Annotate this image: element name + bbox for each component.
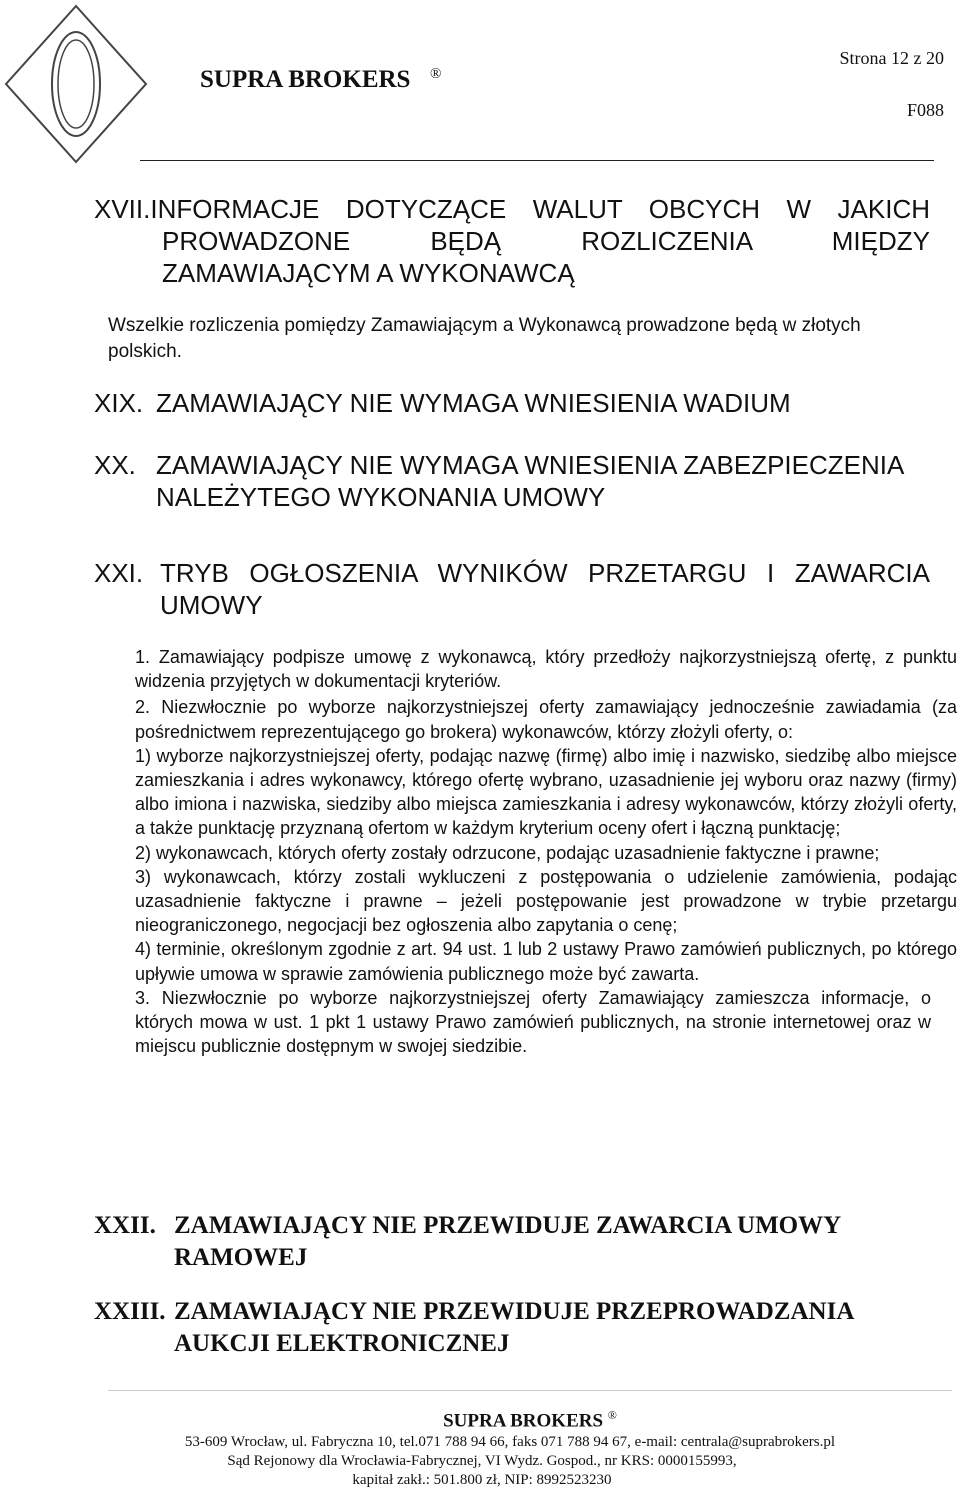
section-xxi-heading	[94, 557, 930, 621]
section-title-line: INFORMACJE DOTYCZĄCE WALUT OBCYCH W JAKICH	[150, 194, 930, 224]
paragraph-2-item-4: 4) terminie, określonym zgodnie z art. 94 ust. 1 lub 2 ustawy Prawo zamówień publicznych, po którego upływie umowa w sprawie zamówienia publicznego może być zawarta.	[135, 939, 957, 984]
section-xvii-body: Wszelkie rozliczenia pomiędzy Zamawiającym a Wykonawcą prowadzone będą w złotych polskich.	[108, 315, 861, 362]
company-logo	[0, 0, 152, 168]
section-number: XXI.	[94, 558, 144, 588]
section-title: ZAMAWIAJĄCY NIE WYMAGA WNIESIENIA WADIUM	[156, 388, 791, 418]
section-xx-heading	[94, 449, 930, 513]
footer-address: 53-609 Wrocław, ul. Fabryczna 10, tel.071 788 94 66, faks 071 788 94 67, e-mail: centrala@suprabrokers.pl	[184, 1434, 836, 1450]
footer-divider	[108, 1390, 952, 1391]
registered-mark-icon: ®	[430, 66, 442, 82]
section-title-line: AUKCJI ELEKTRONICZNEJ	[174, 1330, 510, 1357]
paragraph-1: 1. Zamawiający podpisze umowę z wykonawcą, który przedłoży najkorzystniejszą ofertę, z punktu widzenia przyjętych w dokumentacji kryteriów.	[135, 647, 957, 692]
paragraph-2-item-3: 3) wykonawcach, którzy zostali wykluczeni z postępowania o udzielenie zamówienia, podając uzasadnienie faktyczne i prawne – jeżeli postępowanie jest prowadzone w trybie przetargu nieograniczonego, negocjacji bez ogłoszenia albo zapytania o cenę;	[135, 866, 957, 936]
section-title-line: PROWADZONE BĘDĄ ROZLICZENIA MIĘDZY	[162, 226, 930, 256]
section-xvii-heading	[94, 193, 930, 289]
section-number: XXIII.	[94, 1298, 166, 1325]
form-code: F088	[906, 100, 944, 120]
paragraph-3: 3. Niezwłocznie po wyborze najkorzystniejszej oferty Zamawiający zamieszcza informacje, o których mowa w ust. 1 pkt 1 ustawy Prawo zamówień publicznych, na stronie internetowej oraz w miejscu publicznie dostępnym w swojej siedzibie.	[135, 987, 931, 1057]
section-xxi-body	[135, 645, 957, 1058]
registered-mark-icon: ®	[607, 1408, 617, 1422]
section-xxiii-heading	[94, 1296, 930, 1360]
section-number: XXII.	[94, 1212, 156, 1239]
section-xxii-heading	[94, 1210, 930, 1274]
footer-brand	[50, 1408, 960, 1432]
section-title-line: TRYB OGŁOSZENIA WYNIKÓW PRZETARGU I ZAWARCIA	[160, 558, 930, 588]
paragraph-2-item-2: 2) wykonawcach, których oferty zostały odrzucone, podając uzasadnienie faktyczne i prawne;	[135, 842, 880, 863]
header-divider	[140, 160, 934, 161]
section-title-line: ZAMAWIAJĄCY NIE PRZEWIDUJE ZAWARCIA UMOWY	[174, 1212, 842, 1239]
section-number: XVII.	[94, 194, 151, 224]
paragraph-2: 2. Niezwłocznie po wyborze najkorzystniejszej oferty zamawiający jednocześnie zawiadamia (za pośrednictwem reprezentującego go brokera) wykonawców, którzy złożyli oferty, o:	[135, 697, 957, 742]
paragraph-2-item-1: 1) wyborze najkorzystniejszej oferty, podając nazwę (firmę) albo imię i nazwisko, siedzibę albo miejsce zamieszkania i adres wykonawcy, którego ofertę wybrano, uzasadnienie jej wyboru oraz nazwy (firmy) albo imiona i nazwiska, siedziby albo miejsca zamieszkania i adresy wykonawców, którzy złożyli oferty, a także punktację przyznaną ofertom w każdym kryterium oceny ofert i łączną punktację;	[135, 745, 957, 839]
section-title-line: ZAMAWIAJĄCYM A WYKONAWCĄ	[162, 258, 575, 288]
section-number: XX.	[94, 450, 136, 480]
section-title-line: ZAMAWIAJĄCY NIE PRZEWIDUJE PRZEPROWADZANIA	[174, 1298, 855, 1325]
section-title-line: RAMOWEJ	[174, 1244, 308, 1271]
footer-capital: kapitał zakł.: 501.800 zł, NIP: 8992523230	[352, 1472, 612, 1488]
page-number: Strona 12 z 20	[839, 48, 944, 68]
header-brand: SUPRA BROKERS	[200, 66, 411, 93]
section-number: XIX.	[94, 388, 144, 418]
section-title-line: ZAMAWIAJĄCY NIE WYMAGA WNIESIENIA ZABEZPIECZENIA	[156, 450, 905, 480]
footer-brand-name: SUPRA BROKERS	[443, 1410, 604, 1432]
section-title-line: UMOWY	[160, 590, 263, 620]
section-title-line: NALEŻYTEGO WYKONANIA UMOWY	[156, 482, 606, 512]
section-xix-heading	[94, 387, 930, 419]
footer-court: Sąd Rejonowy dla Wrocławia-Fabrycznej, VI Wydz. Gospod., nr KRS: 0000155993,	[227, 1453, 737, 1469]
